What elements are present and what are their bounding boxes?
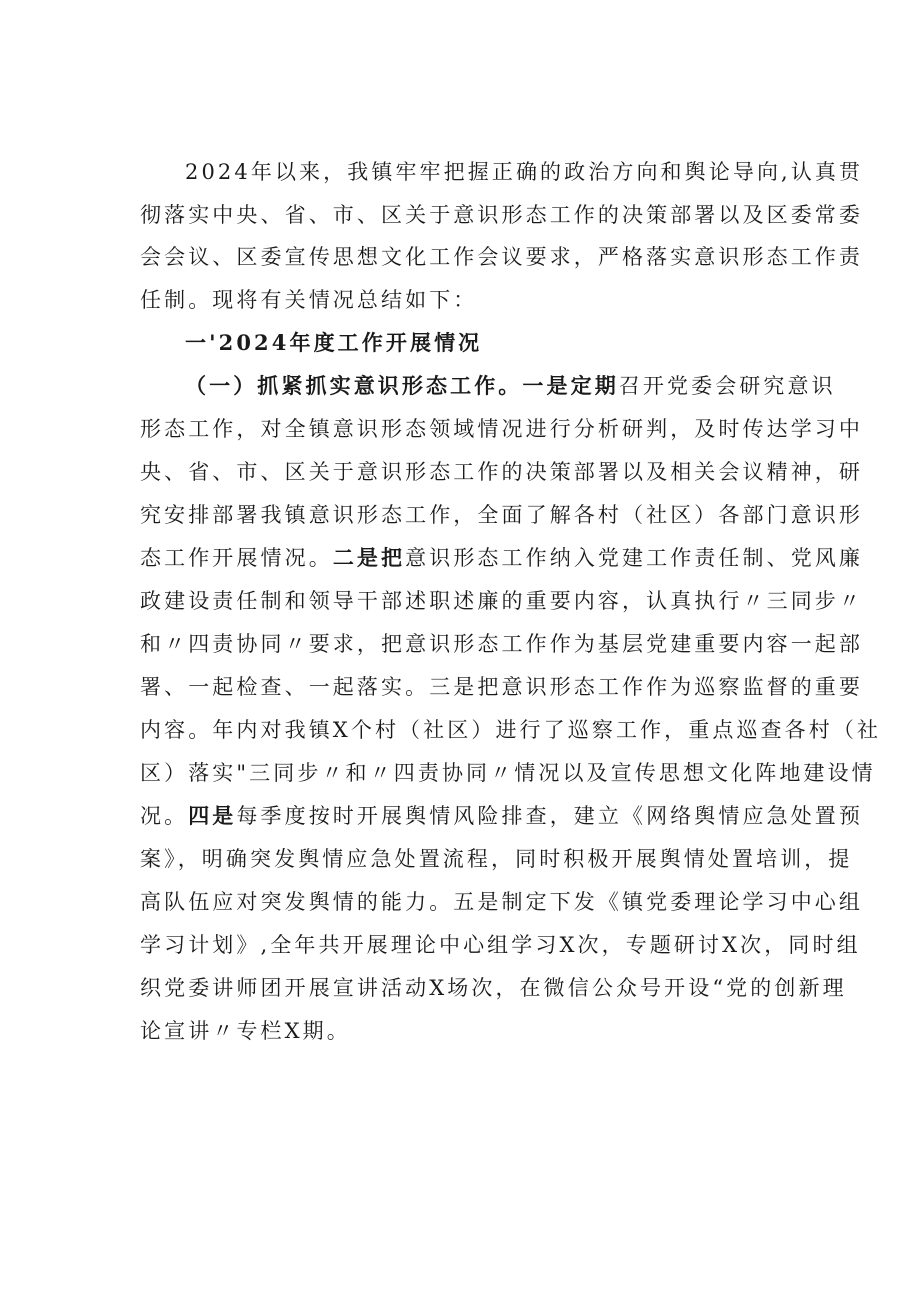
line-5-post: 意识形态工作纳入党建工作责任制、党风廉 bbox=[405, 546, 864, 570]
section-heading: 一'2024年度工作开展情况 bbox=[185, 330, 483, 355]
line-11-post: 每季度按时开展舆情风险排查，建立《网络舆情应急处置预 bbox=[236, 804, 864, 828]
paragraph-body-line-13: 高队伍应对突发舆情的能力。五是制定下发《镇党委理论学习中心组 bbox=[140, 890, 863, 914]
paragraph-intro-line-1: 2024年以来，我镇牢牢把握正确的政治方向和舆论导向,认真贯 bbox=[185, 160, 864, 184]
paragraph-body-line-2: 形态工作，对全镇意识形态领域情况进行分析研判，及时传达学习中 bbox=[140, 417, 863, 441]
paragraph-body-line-1 bbox=[185, 371, 836, 401]
paragraph-body-line-5 bbox=[140, 543, 863, 573]
paragraph-body-line-1-rest: 召开党委会研究意识 bbox=[618, 374, 836, 398]
paragraph-body-line-10: 区）落实"三同步〃和〃四责协同〃情况以及宣传思想文化阵地建设情 bbox=[140, 761, 876, 785]
paragraph-body-line-15: 织党委讲师团开展宣讲活动X场次，在微信公众号开设“党的创新理 bbox=[140, 976, 847, 1000]
paragraph-body-line-12: 案》，明确突发舆情应急处置流程，同时积极开展舆情处置培训，提 bbox=[140, 847, 853, 871]
paragraph-body-line-6: 政建设责任制和领导干部述职述廉的重要内容，认真执行〃三同步〃 bbox=[140, 589, 863, 613]
paragraph-body-line-3: 央、省、市、区关于意识形态工作的决策部署以及相关会议精神，研 bbox=[140, 460, 863, 484]
point-two-label: 二是把 bbox=[332, 545, 406, 570]
paragraph-body-line-14: 学习计划》,全年共开展理论中心组学习X次，专题研讨X次，同时组 bbox=[140, 933, 861, 957]
paragraph-body-line-11 bbox=[140, 801, 863, 831]
point-four-label: 四是 bbox=[188, 803, 237, 828]
paragraph-body-line-9: 内容。年内对我镇X个村（社区）进行了巡察工作，重点巡查各村（社 bbox=[140, 718, 882, 742]
paragraph-body-line-4: 究安排部署我镇意识形态工作，全面了解各村（社区）各部门意识形 bbox=[140, 503, 863, 527]
paragraph-body-line-8: 署、一起检查、一起落实。三是把意识形态工作作为巡察监督的重要 bbox=[140, 675, 863, 699]
paragraph-intro-line-3: 会会议、区委宣传思想文化工作会议要求，严格落实意识形态工作责 bbox=[140, 245, 863, 269]
paragraph-body-line-16: 论宣讲〃专栏X期。 bbox=[140, 1019, 351, 1043]
line-11-pre: 况。 bbox=[140, 804, 189, 828]
subsection-heading: （一）抓紧抓实意识形态工作。一是定期 bbox=[185, 373, 619, 398]
paragraph-intro-line-2: 彻落实中央、省、市、区关于意识形态工作的决策部署以及区委常委 bbox=[140, 203, 863, 227]
paragraph-body-line-7: 和〃四责协同〃要求，把意识形态工作作为基层党建重要内容一起部 bbox=[140, 632, 863, 656]
line-5-pre: 态工作开展情况。 bbox=[140, 546, 333, 570]
paragraph-intro-line-4: 任制。现将有关情况总结如下： bbox=[140, 288, 478, 312]
